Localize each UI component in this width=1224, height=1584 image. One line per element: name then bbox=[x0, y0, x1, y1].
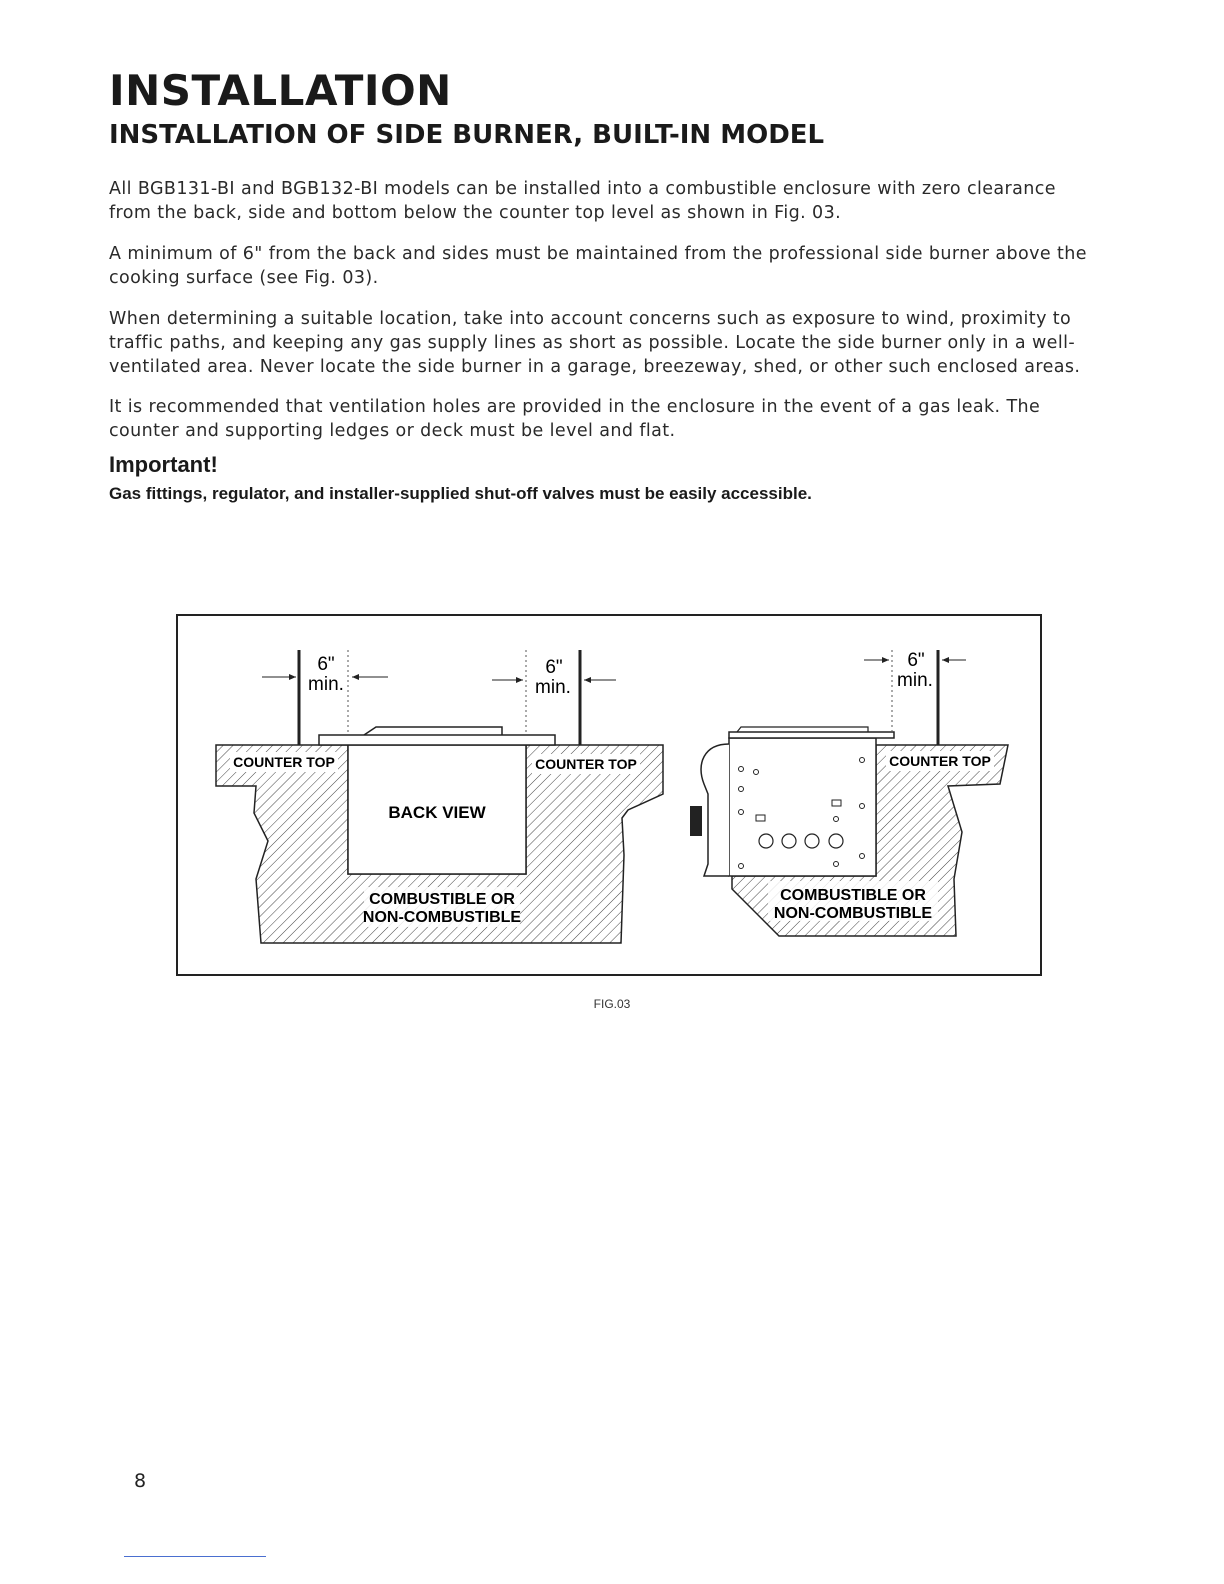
paragraph-location: When determining a suitable location, take into account concerns such as exposure to wind, proximity to traffic paths, and keeping any gas supply lines as short as possible. Locate the side burner only in a well-ventilated area. Never locate the side burner in a garage, breezeway, shed, or other such enclosed areas. bbox=[109, 309, 1081, 377]
page-title: INSTALLATION bbox=[109, 66, 452, 115]
page-number: 8 bbox=[134, 1470, 147, 1492]
paragraph-minimum-distance: A minimum of 6" from the back and sides must be maintained from the professional side burner above the cooking surface (see Fig. 03). bbox=[109, 244, 1087, 288]
figure-caption: FIG.03 bbox=[593, 997, 631, 1011]
material-label-right-1: COMBUSTIBLE OR bbox=[780, 887, 926, 904]
back-view-label: BACK VIEW bbox=[388, 803, 486, 822]
section-title: INSTALLATION OF SIDE BURNER, BUILT-IN MODEL bbox=[109, 120, 825, 150]
important-text: Gas fittings, regulator, and installer-supplied shut-off valves must be easily accessible. bbox=[109, 484, 812, 503]
dim-side-value: 6" bbox=[907, 650, 925, 671]
installation-figure bbox=[176, 614, 1042, 976]
side-view-diagram bbox=[690, 650, 1008, 936]
counter-top-label-left: COUNTER TOP bbox=[233, 754, 335, 770]
important-heading: Important! bbox=[109, 452, 218, 477]
burner-lid bbox=[319, 735, 555, 745]
dim-side-unit: min. bbox=[897, 670, 933, 691]
figure-drawing bbox=[176, 614, 1042, 976]
dim-right-value: 6" bbox=[545, 657, 563, 678]
footer-rule bbox=[124, 1556, 266, 1557]
dim-right-unit: min. bbox=[535, 677, 571, 698]
material-label-left-1: COMBUSTIBLE OR bbox=[369, 891, 515, 908]
dim-left-unit: min. bbox=[308, 674, 344, 695]
paragraph-clearance: All BGB131-BI and BGB132-BI models can be installed into a combustible enclosure with zero clearance from the back, side and bottom below the counter top level as shown in Fig. 03. bbox=[109, 179, 1056, 223]
material-label-left-2: NON-COMBUSTIBLE bbox=[362, 909, 522, 926]
paragraph-ventilation: It is recommended that ventilation holes are provided in the enclosure in the event of a gas leak. The counter and supporting ledges or deck must be level and flat. bbox=[109, 397, 1041, 441]
material-label-right-2: NON-COMBUSTIBLE bbox=[773, 905, 933, 922]
burner-housing bbox=[729, 738, 876, 876]
counter-top-label-side: COUNTER TOP bbox=[889, 753, 991, 769]
counter-top-label-right: COUNTER TOP bbox=[535, 756, 637, 772]
back-view-diagram bbox=[216, 650, 663, 943]
dim-left-value: 6" bbox=[317, 654, 335, 675]
knob bbox=[690, 806, 702, 836]
